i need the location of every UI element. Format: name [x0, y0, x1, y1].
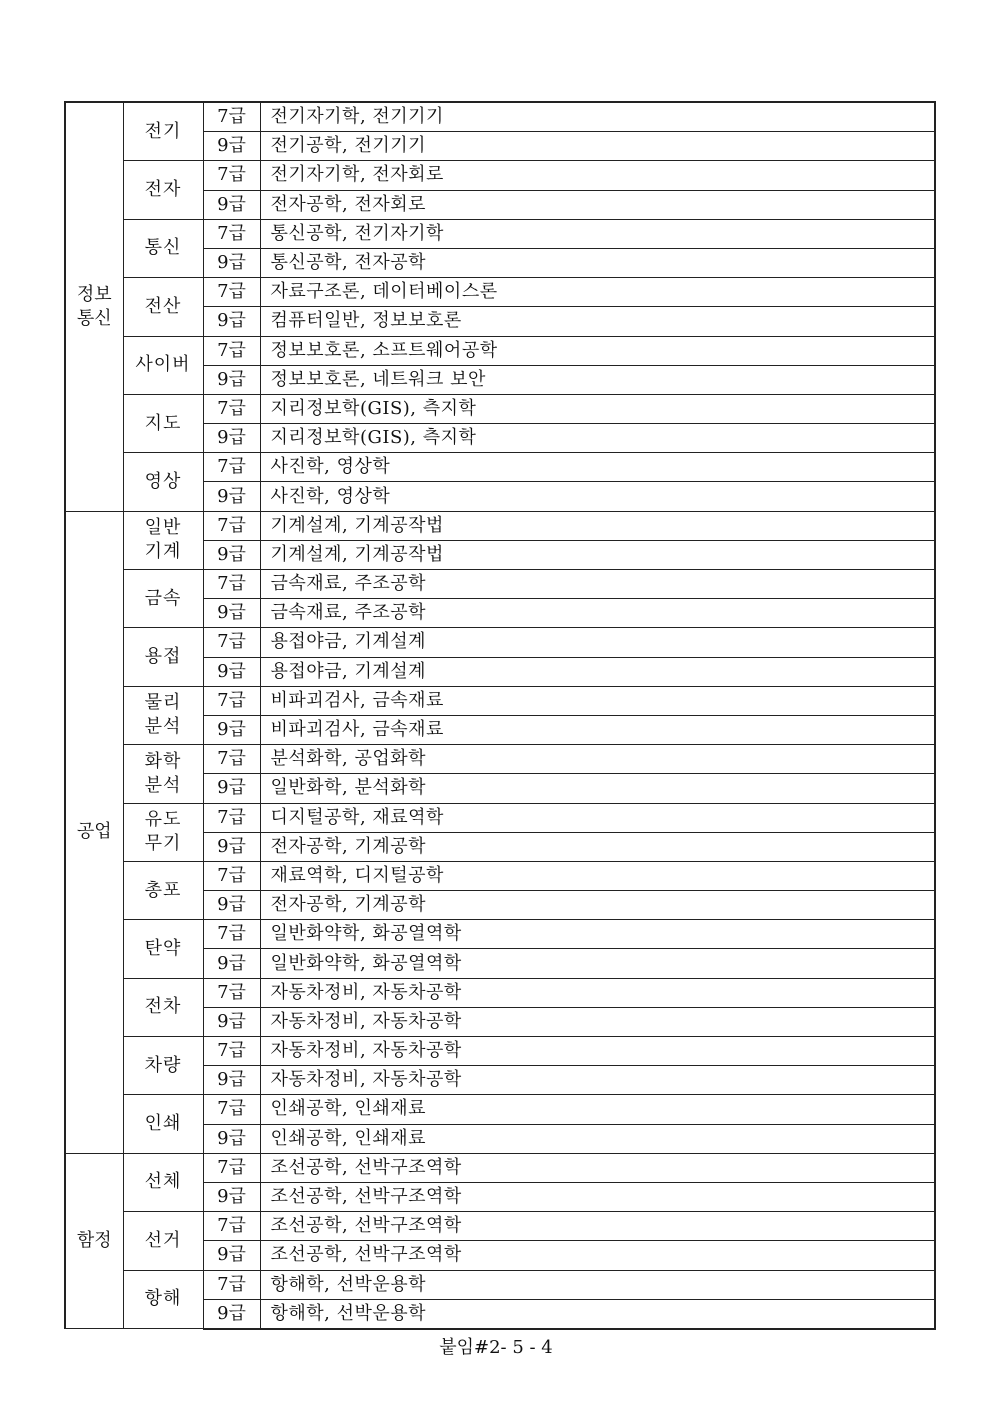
- subfield-name: 화학: [144, 750, 182, 772]
- grade-cell: 9급: [203, 307, 260, 336]
- subjects-cell: 용접야금, 기계설계: [260, 657, 935, 686]
- grade-cell: 7급: [203, 161, 260, 190]
- field-name: 정보: [76, 283, 112, 305]
- table-row: [65, 803, 935, 832]
- subfield-name: 금속: [144, 587, 182, 609]
- grade-cell: 9급: [203, 1299, 260, 1329]
- subfield-cell: [123, 394, 203, 452]
- subjects-cell: 통신공학, 전자공학: [260, 248, 935, 277]
- table-row: [65, 570, 935, 599]
- subjects-cell: 디지털공학, 재료역학: [260, 803, 935, 832]
- subfield-cell: [123, 1270, 203, 1329]
- subfield-cell: [123, 1153, 203, 1211]
- table-row: [65, 745, 935, 774]
- table-row: [65, 920, 935, 949]
- subjects-cell: 전자공학, 기계공학: [260, 891, 935, 920]
- subjects-cell: 금속재료, 주조공학: [260, 599, 935, 628]
- subfield-cell: [123, 1037, 203, 1095]
- grade-cell: 9급: [203, 190, 260, 219]
- subjects-cell: 지리정보학(GIS), 측지학: [260, 424, 935, 453]
- subjects-cell: 지리정보학(GIS), 측지학: [260, 394, 935, 423]
- subfield-cell: [123, 453, 203, 511]
- subjects-cell: 자동차정비, 자동차공학: [260, 1066, 935, 1095]
- table-row: [65, 1153, 935, 1182]
- grade-cell: 7급: [203, 803, 260, 832]
- grade-cell: 9급: [203, 1182, 260, 1211]
- subfield-name: 인쇄: [144, 1113, 182, 1135]
- subfield-cell: [123, 978, 203, 1036]
- grade-cell: 7급: [203, 102, 260, 132]
- grade-cell: 7급: [203, 686, 260, 715]
- table-row: [65, 1095, 935, 1124]
- grade-cell: 7급: [203, 1095, 260, 1124]
- grade-cell: 7급: [203, 1153, 260, 1182]
- grade-cell: 9급: [203, 891, 260, 920]
- grade-cell: 9급: [203, 949, 260, 978]
- grade-cell: 7급: [203, 1212, 260, 1241]
- field-cell: [65, 511, 123, 1153]
- grade-cell: 9급: [203, 599, 260, 628]
- table-row: [65, 686, 935, 715]
- subjects-cell: 사진학, 영상학: [260, 453, 935, 482]
- subfield-cell: [123, 1212, 203, 1270]
- subfield-cell: [123, 278, 203, 336]
- subjects-cell: 비파괴검사, 금속재료: [260, 686, 935, 715]
- subfield-name: 전자: [144, 179, 182, 201]
- grade-cell: 7급: [203, 570, 260, 599]
- subjects-cell: 인쇄공학, 인쇄재료: [260, 1095, 935, 1124]
- grade-cell: 7급: [203, 219, 260, 248]
- subfield-cell: [123, 861, 203, 919]
- table-row: [65, 628, 935, 657]
- subjects-cell: 일반화학, 분석화학: [260, 774, 935, 803]
- table-body: [65, 102, 935, 1329]
- subjects-cell: 전기공학, 전기기기: [260, 132, 935, 161]
- grade-cell: 7급: [203, 336, 260, 365]
- subfield-cell: [123, 745, 203, 803]
- grade-cell: 9급: [203, 657, 260, 686]
- subfield-cell: [123, 686, 203, 744]
- subjects-cell: 전기자기학, 전자회로: [260, 161, 935, 190]
- subfield-name: 차량: [144, 1054, 182, 1076]
- subjects-cell: 재료역학, 디지털공학: [260, 861, 935, 890]
- subjects-cell: 조선공학, 선박구조역학: [260, 1212, 935, 1241]
- subfield-name: 용접: [144, 646, 182, 668]
- subjects-cell: 통신공학, 전기자기학: [260, 219, 935, 248]
- grade-cell: 9급: [203, 540, 260, 569]
- subfield-name: 선거: [144, 1229, 182, 1251]
- table-row: [65, 102, 935, 132]
- table-row: [65, 161, 935, 190]
- subjects-cell: 용접야금, 기계설계: [260, 628, 935, 657]
- subfield-cell: [123, 161, 203, 219]
- subjects-cell: 분석화학, 공업화학: [260, 745, 935, 774]
- subfield-cell: [123, 1095, 203, 1153]
- subfield-cell: [123, 570, 203, 628]
- subfield-cell: [123, 628, 203, 686]
- subjects-cell: 정보보호론, 네트워크 보안: [260, 365, 935, 394]
- subfield-name: 사이버: [135, 354, 191, 376]
- table-row: [65, 1270, 935, 1299]
- grade-cell: 9급: [203, 1124, 260, 1153]
- grade-cell: 9급: [203, 482, 260, 511]
- table-row: [65, 453, 935, 482]
- subfield-name: 일반: [144, 517, 182, 539]
- grade-cell: 7급: [203, 278, 260, 307]
- subfield-name: 기계: [144, 541, 182, 563]
- subfield-cell: [123, 511, 203, 569]
- subjects-cell: 조선공학, 선박구조역학: [260, 1241, 935, 1270]
- grade-cell: 7급: [203, 511, 260, 540]
- subfield-name: 분석: [144, 774, 182, 796]
- grade-cell: 9급: [203, 832, 260, 861]
- subfield-name: 전차: [144, 996, 182, 1018]
- subjects-cell: 인쇄공학, 인쇄재료: [260, 1124, 935, 1153]
- field-cell: [65, 102, 123, 511]
- subfield-cell: [123, 336, 203, 394]
- subjects-cell: 정보보호론, 소프트웨어공학: [260, 336, 935, 365]
- subfield-name: 영상: [144, 470, 182, 492]
- subjects-cell: 사진학, 영상학: [260, 482, 935, 511]
- grade-cell: 7급: [203, 745, 260, 774]
- subjects-cell: 일반화약학, 화공열역학: [260, 949, 935, 978]
- subfield-name: 분석: [144, 716, 182, 738]
- subfield-name: 전산: [144, 295, 182, 317]
- subfield-name: 탄약: [144, 937, 182, 959]
- subjects-cell: 전기자기학, 전기기기: [260, 102, 935, 132]
- subfield-name: 통신: [144, 237, 182, 259]
- subfield-name: 지도: [144, 412, 182, 434]
- subjects-cell: 자동차정비, 자동차공학: [260, 1037, 935, 1066]
- subfield-name: 항해: [144, 1288, 182, 1310]
- table-row: [65, 511, 935, 540]
- subjects-cell: 전자공학, 전자회로: [260, 190, 935, 219]
- subjects-cell: 컴퓨터일반, 정보보호론: [260, 307, 935, 336]
- grade-cell: 9급: [203, 715, 260, 744]
- subfield-cell: [123, 102, 203, 161]
- subjects-cell: 항해학, 선박운용학: [260, 1270, 935, 1299]
- grade-cell: 7급: [203, 978, 260, 1007]
- subfield-name: 유도: [144, 809, 182, 831]
- subjects-cell: 자동차정비, 자동차공학: [260, 978, 935, 1007]
- field-name: 함정: [76, 1230, 112, 1252]
- subfield-cell: [123, 219, 203, 277]
- subjects-cell: 항해학, 선박운용학: [260, 1299, 935, 1329]
- grade-cell: 7급: [203, 1270, 260, 1299]
- subjects-cell: 자동차정비, 자동차공학: [260, 1007, 935, 1036]
- subjects-cell: 조선공학, 선박구조역학: [260, 1153, 935, 1182]
- grade-cell: 9급: [203, 132, 260, 161]
- subfield-name: 전기: [144, 120, 182, 142]
- grade-cell: 9급: [203, 424, 260, 453]
- grade-cell: 7급: [203, 920, 260, 949]
- subjects-cell: 조선공학, 선박구조역학: [260, 1182, 935, 1211]
- grade-cell: 9급: [203, 1241, 260, 1270]
- subfield-name: 선체: [144, 1171, 182, 1193]
- subfield-name: 총포: [144, 879, 182, 901]
- grade-cell: 7급: [203, 1037, 260, 1066]
- subfield-cell: [123, 803, 203, 861]
- table-row: [65, 219, 935, 248]
- grade-cell: 9급: [203, 1066, 260, 1095]
- grade-cell: 9급: [203, 248, 260, 277]
- subfield-cell: [123, 920, 203, 978]
- subjects-cell: 기계설계, 기계공작법: [260, 540, 935, 569]
- table-row: [65, 278, 935, 307]
- field-name: 공업: [76, 821, 112, 843]
- table-row: [65, 978, 935, 1007]
- grade-cell: 9급: [203, 365, 260, 394]
- field-name: 통신: [76, 307, 112, 329]
- grade-cell: 9급: [203, 1007, 260, 1036]
- table-row: [65, 1212, 935, 1241]
- grade-cell: 7급: [203, 394, 260, 423]
- subfield-name: 무기: [144, 833, 182, 855]
- subjects-cell: 비파괴검사, 금속재료: [260, 715, 935, 744]
- table-row: [65, 861, 935, 890]
- table-row: [65, 336, 935, 365]
- grade-cell: 9급: [203, 774, 260, 803]
- grade-cell: 7급: [203, 453, 260, 482]
- exam-subjects-table: [64, 101, 936, 1330]
- subjects-cell: 기계설계, 기계공작법: [260, 511, 935, 540]
- subjects-cell: 자료구조론, 데이터베이스론: [260, 278, 935, 307]
- page-footer: 붙임#2- 5 - 4: [439, 1337, 553, 1358]
- grade-cell: 7급: [203, 628, 260, 657]
- subjects-cell: 일반화약학, 화공열역학: [260, 920, 935, 949]
- field-cell: [65, 1153, 123, 1329]
- subjects-cell: 금속재료, 주조공학: [260, 570, 935, 599]
- table-row: [65, 394, 935, 423]
- subjects-cell: 전자공학, 기계공학: [260, 832, 935, 861]
- table-row: [65, 1037, 935, 1066]
- grade-cell: 7급: [203, 861, 260, 890]
- subfield-name: 물리: [144, 692, 182, 714]
